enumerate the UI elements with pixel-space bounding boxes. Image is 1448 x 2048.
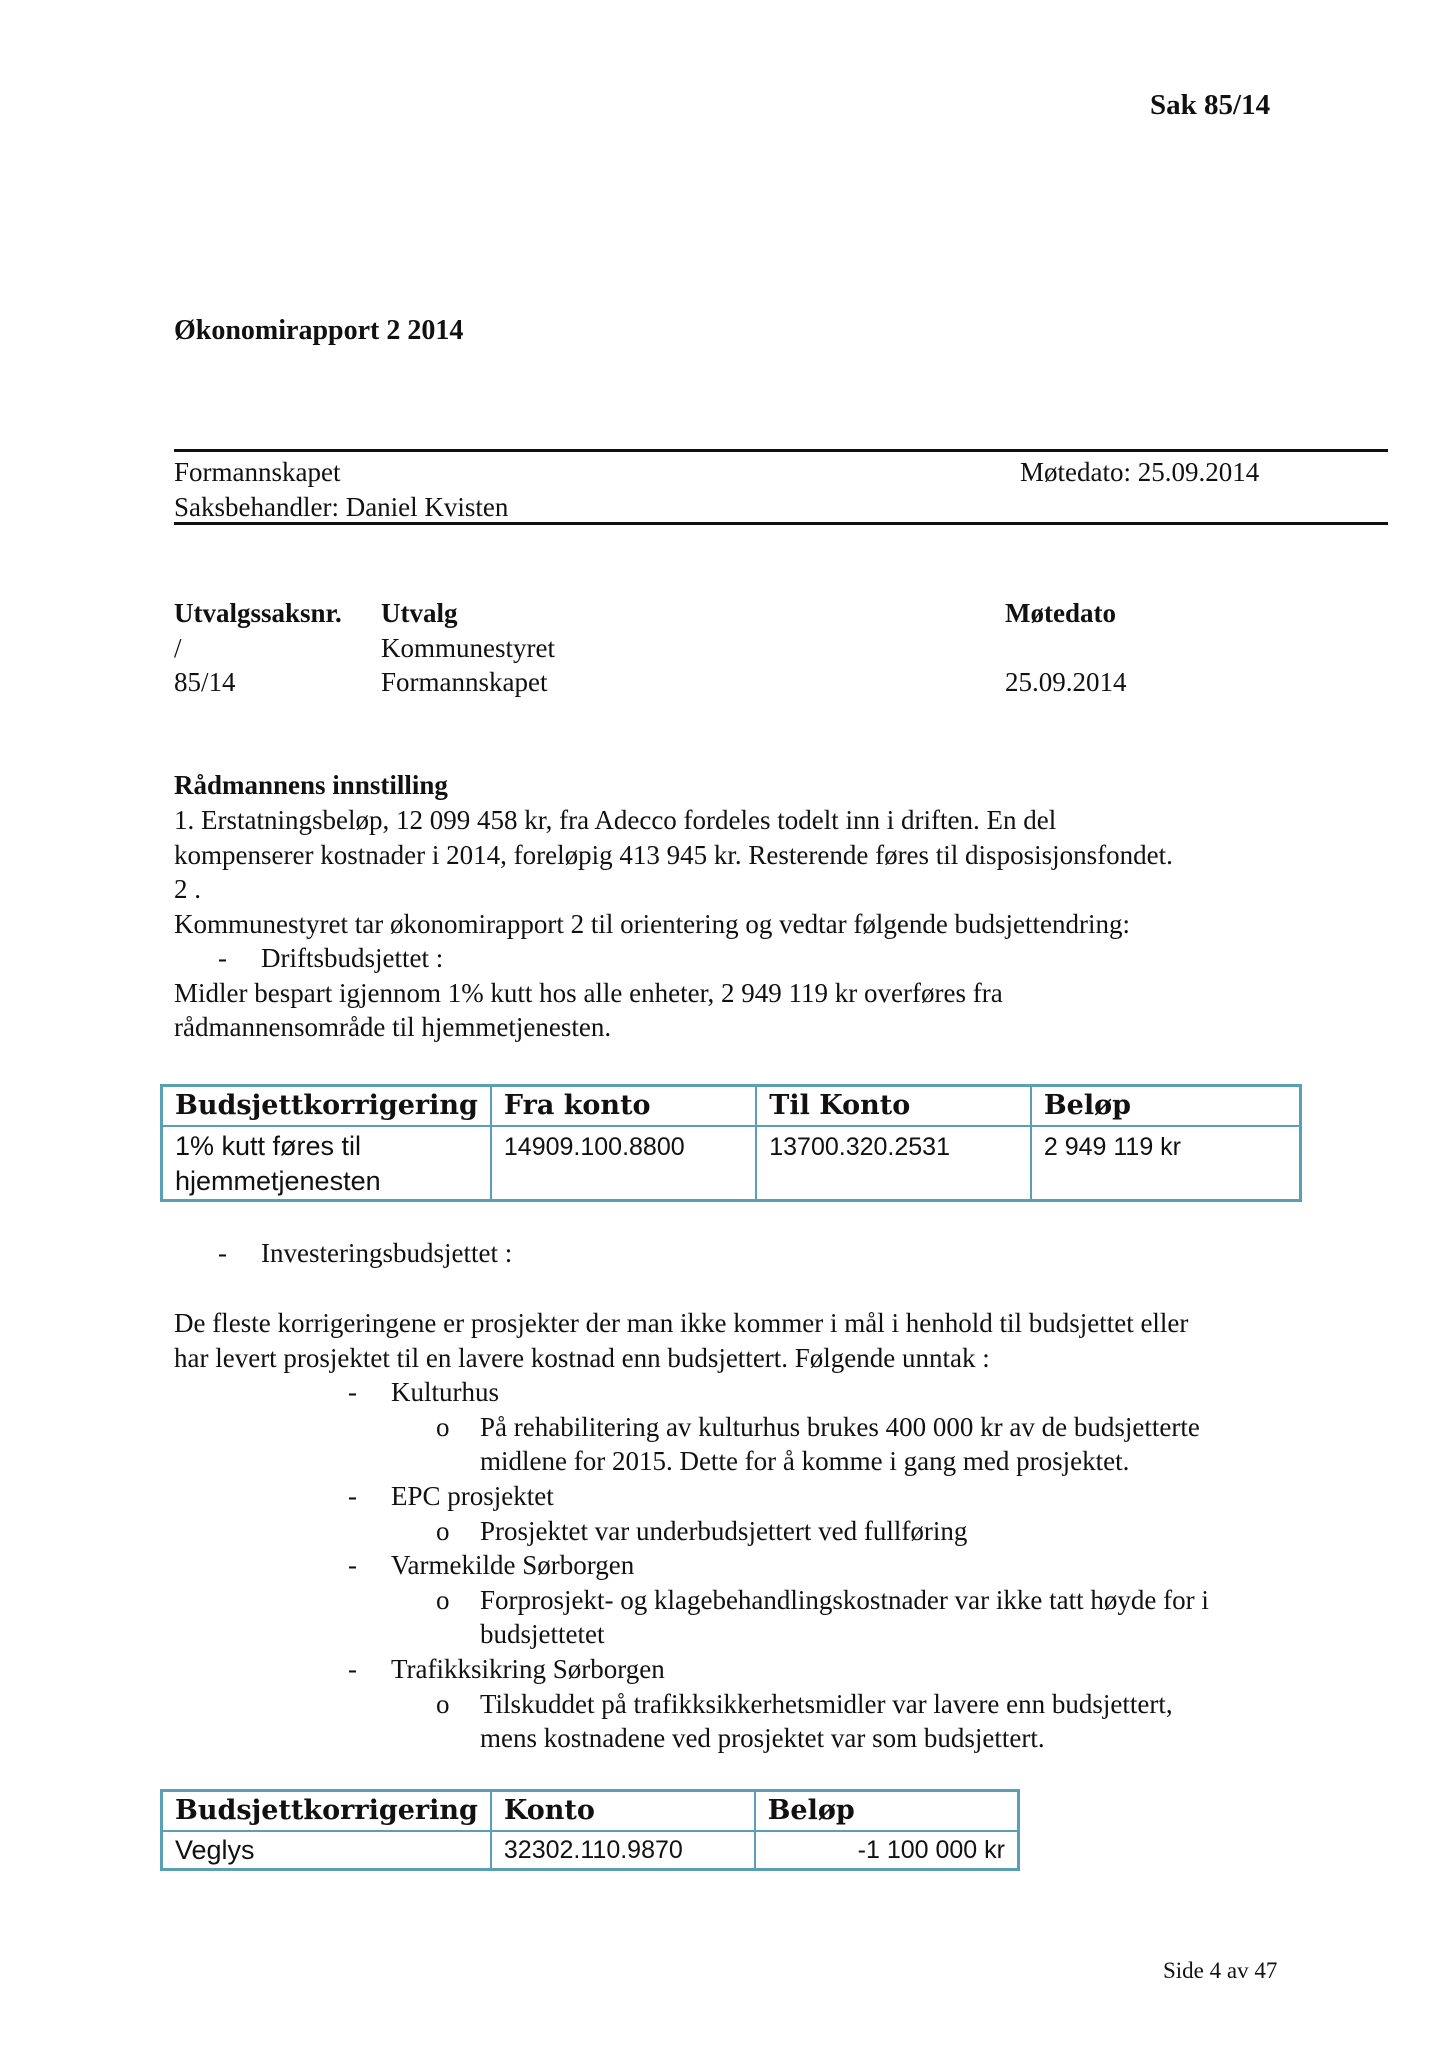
project-note: På rehabilitering av kulturhus brukes 400 000 kr av de budsjetterte: [480, 1412, 1200, 1442]
page-number: Side 4 av 47: [1163, 1958, 1278, 1983]
table-cell: 32302.110.9870: [491, 1831, 755, 1870]
dash-bullet: -: [348, 1377, 357, 1407]
dash-bullet: -: [218, 943, 227, 973]
recommendation-line: 2 .: [174, 874, 201, 904]
project-name: Varmekilde Sørborgen: [391, 1550, 635, 1580]
committee-label: Formannskapet: [174, 457, 341, 487]
table-header: Beløp: [755, 1791, 1019, 1832]
circle-bullet: o: [436, 1412, 450, 1442]
table-header: Til Konto: [756, 1086, 1031, 1127]
dash-bullet: -: [218, 1238, 227, 1268]
project-name: EPC prosjektet: [391, 1481, 554, 1511]
case-meeting-date: 25.09.2014: [1005, 667, 1127, 697]
operating-budget-label: Driftsbudsjettet :: [261, 943, 444, 973]
case-number: 85/14: [174, 667, 236, 697]
project-note: budsjettetet: [480, 1619, 605, 1649]
col-header-case-number: Utvalgssaksnr.: [174, 598, 342, 628]
circle-bullet: o: [436, 1516, 450, 1546]
table-header: Budsjettkorrigering: [162, 1791, 491, 1832]
table-cell: -1 100 000 kr: [755, 1831, 1019, 1870]
recommendation-line: kompenserer kostnader i 2014, foreløpig 413 945 kr. Resterende føres til disposisjonsfondet.: [174, 840, 1173, 870]
project-name: Trafikksikring Sørborgen: [391, 1654, 665, 1684]
col-header-meeting-date: Møtedato: [1005, 598, 1116, 628]
case-reference: Sak 85/14: [1150, 89, 1271, 121]
project-note: Tilskuddet på trafikksikkerhetsmidler var lavere enn budsjettert,: [480, 1689, 1173, 1719]
circle-bullet: o: [436, 1689, 450, 1719]
case-number: /: [174, 633, 182, 663]
investment-intro: har levert prosjektet til en lavere kostnad enn budsjettert. Følgende unntak :: [174, 1343, 990, 1373]
table-cell: Veglys: [162, 1831, 491, 1870]
project-note: mens kostnadene ved prosjektet var som budsjettert.: [480, 1723, 1045, 1753]
circle-bullet: o: [436, 1585, 450, 1615]
operating-text: Midler bespart igjennom 1% kutt hos alle enheter, 2 949 119 kr overføres fra: [174, 978, 1003, 1008]
investment-budget-label: Investeringsbudsjettet :: [261, 1238, 513, 1268]
project-name: Kulturhus: [391, 1377, 499, 1407]
col-header-committee: Utvalg: [381, 598, 458, 628]
recommendation-heading: Rådmannens innstilling: [174, 770, 448, 800]
dash-bullet: -: [348, 1654, 357, 1684]
case-officer: Saksbehandler: Daniel Kvisten: [174, 492, 509, 522]
table-cell: 2 949 119 kr: [1031, 1126, 1301, 1201]
budget-correction-table-operating: [160, 1084, 1302, 1202]
dash-bullet: -: [348, 1550, 357, 1580]
project-note: Forprosjekt- og klagebehandlingskostnader var ikke tatt høyde for i: [480, 1585, 1209, 1615]
table-cell: 13700.320.2531: [756, 1126, 1031, 1201]
recommendation-line: 1. Erstatningsbeløp, 12 099 458 kr, fra Adecco fordeles todelt inn i driften. En del: [174, 805, 1057, 835]
recommendation-line: Kommunestyret tar økonomirapport 2 til orientering og vedtar følgende budsjettendring:: [174, 909, 1131, 939]
table-row: [162, 1831, 1019, 1870]
meeting-date: Møtedato: 25.09.2014: [1020, 457, 1260, 487]
case-committee: Formannskapet: [381, 667, 548, 697]
table-header: Budsjettkorrigering: [162, 1086, 491, 1127]
case-committee: Kommunestyret: [381, 633, 555, 663]
table-header: Beløp: [1031, 1086, 1301, 1127]
project-note: Prosjektet var underbudsjettert ved fullføring: [480, 1516, 968, 1546]
table-cell: 1% kutt føres til hjemmetjenesten: [162, 1126, 491, 1201]
table-cell: 14909.100.8800: [491, 1126, 756, 1201]
dash-bullet: -: [348, 1481, 357, 1511]
top-rule: [174, 449, 1388, 452]
operating-text: rådmannensområde til hjemmetjenesten.: [174, 1012, 612, 1042]
project-note: midlene for 2015. Dette for å komme i gang med prosjektet.: [480, 1446, 1130, 1476]
table-row: [162, 1126, 1301, 1201]
budget-correction-table-investment: [160, 1789, 1020, 1871]
bottom-rule: [174, 522, 1388, 525]
table-header: Fra konto: [491, 1086, 756, 1127]
investment-intro: De fleste korrigeringene er prosjekter der man ikke kommer i mål i henhold til budsjettet eller: [174, 1308, 1189, 1338]
table-header: Konto: [491, 1791, 755, 1832]
document-title: Økonomirapport 2 2014: [174, 315, 464, 346]
